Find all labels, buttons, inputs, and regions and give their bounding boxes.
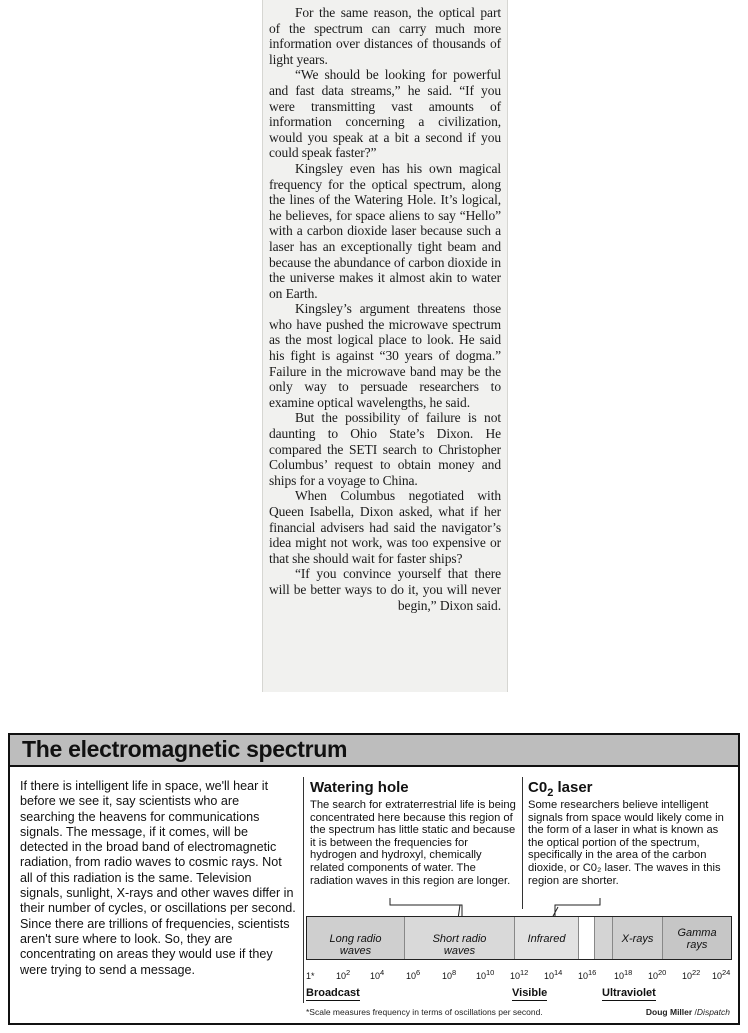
tick-label: $10^{12}$ bbox=[510, 968, 529, 981]
band-gamma-rays bbox=[663, 917, 731, 959]
tick-label: $10^{18}$ bbox=[614, 968, 633, 981]
tick-label: $10^4$ bbox=[370, 968, 385, 981]
co2-laser-body: Some researchers believe intelligent signals from space would likely come in the form of a laser in what is known as the optical portion of the spectrum, specifically in the area of the carbon dioxide, or C0₂ laser. The waves in this region are shorter. bbox=[528, 799, 724, 887]
watering-hole-title: Watering hole bbox=[310, 779, 409, 796]
watering-hole-pointer bbox=[390, 898, 462, 916]
band-label: Long radio waves bbox=[329, 933, 382, 957]
co2-title-subscript: 2 bbox=[547, 787, 554, 799]
band-short-radio bbox=[405, 917, 515, 959]
band-infrared bbox=[515, 917, 579, 959]
co2-title-prefix: C0 bbox=[528, 779, 548, 796]
tick-label: $10^{20}$ bbox=[648, 968, 667, 981]
region-visible: Visible bbox=[512, 987, 548, 999]
tick-label: $10^{16}$ bbox=[578, 968, 597, 981]
article-paragraph: For the same reason, the optical part of the spectrum can carry much more information over distances of thousands of light years. bbox=[269, 5, 501, 67]
band-long-radio bbox=[307, 917, 405, 959]
tick-label: $10^6$ bbox=[406, 968, 421, 981]
article-paragraph: “If you convince yourself that there will be better ways to do it, you will never begin,” Dixon said. bbox=[269, 566, 501, 613]
article-paragraph: But the possibility of failure is not daunting to Ohio State’s Dixon. He compared the SETI search to Christopher Columbus’ request to obtain money and ships for a voyage to China. bbox=[269, 410, 501, 488]
co2-laser-pointer bbox=[555, 898, 600, 916]
article-paragraph: When Columbus negotiated with Queen Isabella, Dixon asked, what if her financial advisers had said the navigator’s idea might not work, was too expensive or that she should wait for faster ships? bbox=[269, 488, 501, 566]
band-label: X-rays bbox=[621, 933, 654, 945]
spectrum-graphic bbox=[8, 733, 740, 1025]
watering-hole-body: The search for extraterrestrial life is being concentrated here because this region of the spectrum has little static and because it is between the frequencies for hydrogen and hydroxyl, chemically related components of water. The radiation waves in this region are longer. bbox=[310, 799, 516, 887]
article-paragraph: “We should be looking for powerful and fast data streams,” he said. “If you were transmitting vast amounts of information concerning a civilization, would you speak at a bit a second if you could speak faster?” bbox=[269, 67, 501, 161]
region-ultraviolet: Ultraviolet bbox=[602, 987, 656, 999]
band-label: Short radio waves bbox=[432, 933, 487, 957]
article-paragraph: Kingsley’s argument threatens those who have pushed the microwave spectrum as the most logical place to look. He said his fight is against “30 years of dogma.” Failure in the microwave band may be the only way to persuade researchers to examine optical wavelengths, he said. bbox=[269, 301, 501, 410]
tick-label: $10^{10}$ bbox=[476, 968, 495, 981]
frequency-scale bbox=[306, 968, 732, 982]
band-label: Gamma rays bbox=[677, 927, 717, 951]
tick-label: $10^{22}$ bbox=[682, 968, 701, 981]
scale-footnote: *Scale measures frequency in terms of oscillations per second. bbox=[306, 1007, 543, 1017]
tick-label: $10^8$ bbox=[442, 968, 457, 981]
tick-label: $10^2$ bbox=[336, 968, 351, 981]
graphic-title: The electromagnetic spectrum bbox=[22, 736, 348, 762]
region-broadcast: Broadcast bbox=[306, 987, 360, 999]
tick-label: $10^{24}$ bbox=[712, 968, 731, 981]
tick-label: $10^{14}$ bbox=[544, 968, 563, 981]
article-paragraph: Kingsley even has his own magical frequency for the optical spectrum, along the lines of the Watering Hole. It’s logical, he believes, for space aliens to say “Hello” with a carbon dioxide laser because such a laser has an exceptionally tight beam and because the abundance of carbon dioxide in the universe makes it almost akin to water on Earth. bbox=[269, 160, 501, 301]
co2-title-suffix: laser bbox=[553, 779, 593, 796]
graphic-credit: Doug Miller /Dispatch bbox=[645, 1007, 730, 1017]
tick-label: 1* bbox=[306, 971, 315, 981]
spectrum-bar bbox=[306, 916, 732, 960]
band-label: Infrared bbox=[527, 933, 566, 945]
visible-gap bbox=[579, 917, 595, 959]
article-column bbox=[262, 0, 508, 692]
band-x-rays bbox=[613, 917, 663, 959]
band-ultraviolet bbox=[595, 917, 613, 959]
graphic-intro: If there is intelligent life in space, we'll hear it before we see it, say scientists who are searching the heavens for communications signals. The message, if it comes, will be detected in the broad band of electromagnetic radiation, from radio waves to cosmic rays. Not all of this radiation is the same. Television signals, sunlight, X-rays and other waves differ in their number of cycles, or oscillations per second. Since there are trillions of frequencies, scientists aren't sure where to look. So, they are concentrating on areas they would use if they were trying to send a message. bbox=[20, 779, 296, 977]
